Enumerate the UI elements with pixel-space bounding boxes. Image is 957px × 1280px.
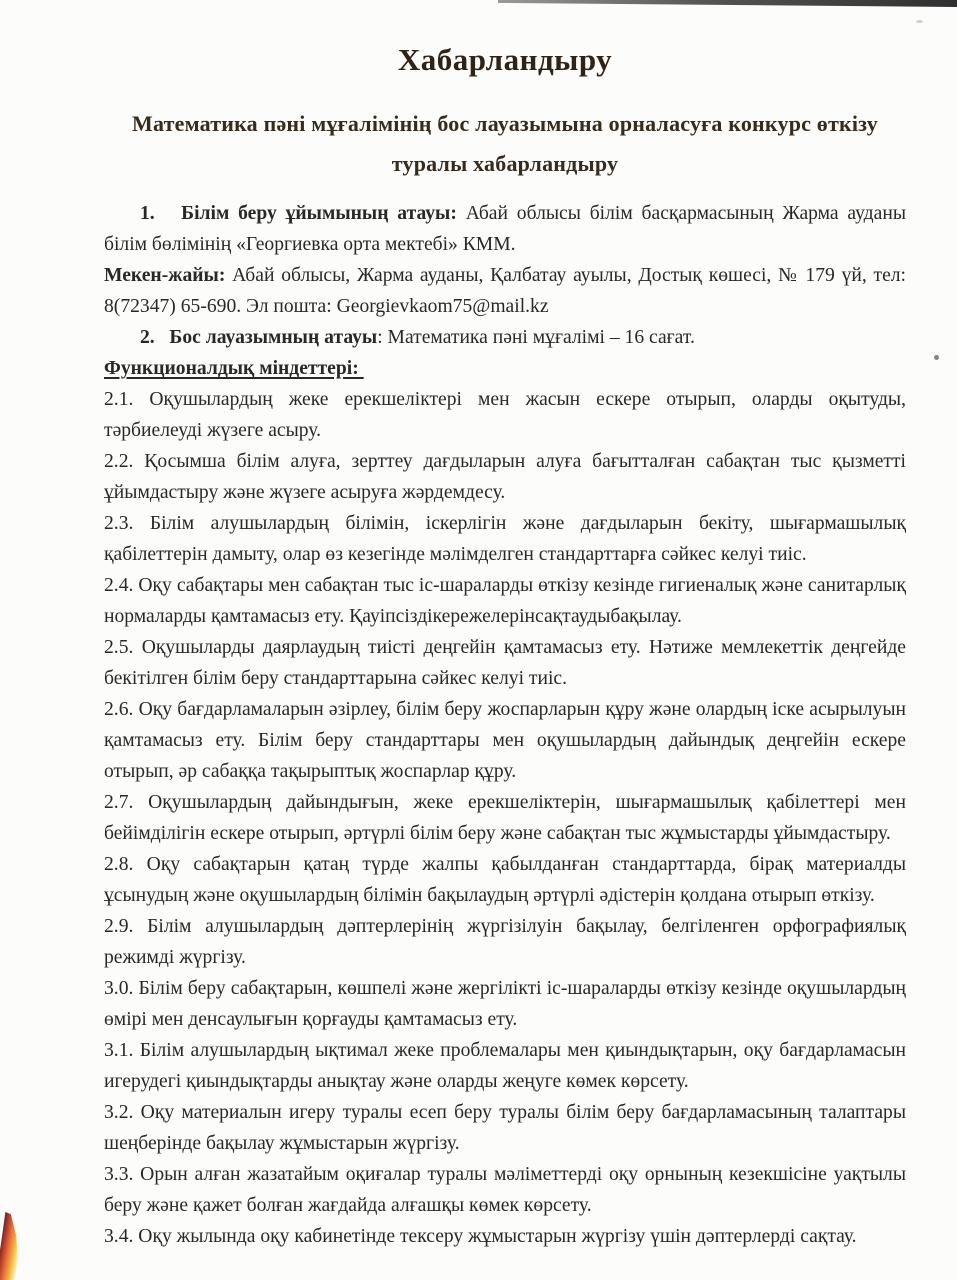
duty-3-0 (104, 973, 906, 1035)
text-run: 2.6. Оқу бағдарламаларын әзірлеу, білім беру жоспарларын құру және олардың іске асырылуын қамтамасыз ету. Білім беру стандарттары мен оқушылардың дайындық деңгейін ескере отырып, әр сабаққа тақырыптық жоспарлар құру. (104, 699, 906, 782)
duty-2-2 (104, 446, 906, 508)
text-run: Мекен-жайы: (104, 265, 233, 286)
document-content (104, 42, 906, 1252)
text-run: 3.2. Оқу материалын игеру туралы есеп беру туралы білім беру бағдарламасының талаптары шеңберінде бақылау жұмыстарын жүргізу. (104, 1102, 906, 1154)
text-run: 2.9. Білім алушылардың дәптерлерінің жүргізілуін бақылау, белгіленген орфографиялық режимді жүргізу. (104, 916, 906, 968)
duty-2-4 (104, 570, 906, 632)
text-run: 3.3. Орын алған жазатайым оқиғалар туралы мәліметтерді оқу орнының кезекшісіне уақтылы беру және қажет болған жағдайда алғашқы көмек көрсету. (104, 1164, 906, 1216)
duty-3-1 (104, 1035, 906, 1097)
text-run: Абай облысы білім басқармасының Жарма ауданы білім бөлімінің «Георгиевка орта мектебі» КММ. (104, 203, 906, 255)
duty-3-2 (104, 1097, 906, 1159)
scan-speck (934, 355, 939, 360)
text-run: 3.1. Білім алушылардың ықтимал жеке проблемалары мен қиындықтарын, оқу бағдарламасын игерудегі қиындықтарды анықтау және оларды жеңуге көмек көрсету. (104, 1040, 906, 1092)
document-title: Хабарландыру (397, 42, 613, 77)
corner-color-artifact (0, 1212, 18, 1280)
text-run: 2.7. Оқушылардың дайындығын, жеке ерекшеліктерін, шығармашылық қабілеттері мен бейімділігін ескере отырып, әртүрлі білім беру және сабақтан тыс жұмыстарды ұйымдастыру. (104, 792, 906, 844)
duty-3-3 (104, 1159, 906, 1221)
text-run: 3.0. Білім беру сабақтарын, көшпелі және жергілікті іс-шараларды өткізу кезінде оқушылардың өмірі мен денсаулығын қорғауды қамтамасыз ету. (104, 978, 906, 1030)
text-run: 2.8. Оқу сабақтарын қатаң түрде жалпы қабылданған стандарттарда, бірақ материалды ұсынудың және оқушылардың білімін бақылаудың әртүрлі әдістерін қолдана отырып өткізу. (104, 854, 906, 906)
duty-2-8 (104, 849, 906, 911)
duty-2-3 (104, 508, 906, 570)
item-1-organization (104, 198, 906, 260)
item-2-vacancy (104, 322, 906, 353)
text-run: 2.2. Қосымша білім алуға, зерттеу дағдыларын алуға бағытталған сабақтан тыс қызметті ұйымдастыру және жүзеге асыруға жәрдемдесу. (104, 451, 906, 503)
duties-heading (104, 353, 906, 384)
text-run: 3.4. Оқу жылында оқу кабинетінде тексеру жұмыстарын жүргізу үшін дәптерлерді сақтау. (104, 1226, 857, 1247)
text-run: 2. Бос лауазымның атауы (140, 327, 378, 348)
text-run: Функционалдық міндеттері: (104, 358, 364, 379)
text-run: 2.1. Оқушылардың жеке ерекшеліктері мен жасын ескере отырып, оларды оқытуды, тәрбиелеуді жүзеге асыру. (104, 389, 906, 441)
duty-2-6 (104, 694, 906, 787)
scan-speck (916, 20, 923, 23)
duty-2-5 (104, 632, 906, 694)
document-subtitle: Математика пәні мұғалімінің бос лауазымына орналасуға конкурс өткізу туралы хабарландыру (132, 111, 878, 176)
text-run: : Математика пәні мұғалімі – 16 сағат. (377, 327, 695, 348)
text-run: Абай облысы, Жарма ауданы, Қалбатау ауылы, Достық көшесі, № 179 үй, тел: 8(72347) 65-690. Эл пошта: Georgievkaom75@mail.kz (104, 265, 906, 317)
text-run: 2.4. Оқу сабақтары мен сабақтан тыс іс-шараларды өткізу кезінде гигиеналық және санитарлық нормаларды қамтамасыз ету. Қауіпсіздікережелерінсақтаудыбақылау. (104, 575, 906, 627)
text-run: 2.5. Оқушыларды даярлаудың тиісті деңгейін қамтамасыз ету. Нәтиже мемлекеттік деңгейде бекітілген білім беру стандарттарына сәйкес келуі тиіс. (104, 637, 906, 689)
address-contacts (104, 260, 906, 322)
text-run: 2.3. Білім алушылардың білімін, іскерлігін және дағдыларын бекіту, шығармашылық қабілеттерін дамыту, олар өз кезегінде мәлімделген стандарттарға сәйкес келуі тиіс. (104, 513, 906, 565)
duty-2-1 (104, 384, 906, 446)
duty-2-9 (104, 911, 906, 973)
document-body (104, 198, 906, 1252)
top-edge-scan-strip (498, 0, 957, 7)
text-run: 1. Білім беру ұйымының атауы: (140, 203, 466, 224)
duty-2-7 (104, 787, 906, 849)
duty-3-4 (104, 1221, 906, 1252)
